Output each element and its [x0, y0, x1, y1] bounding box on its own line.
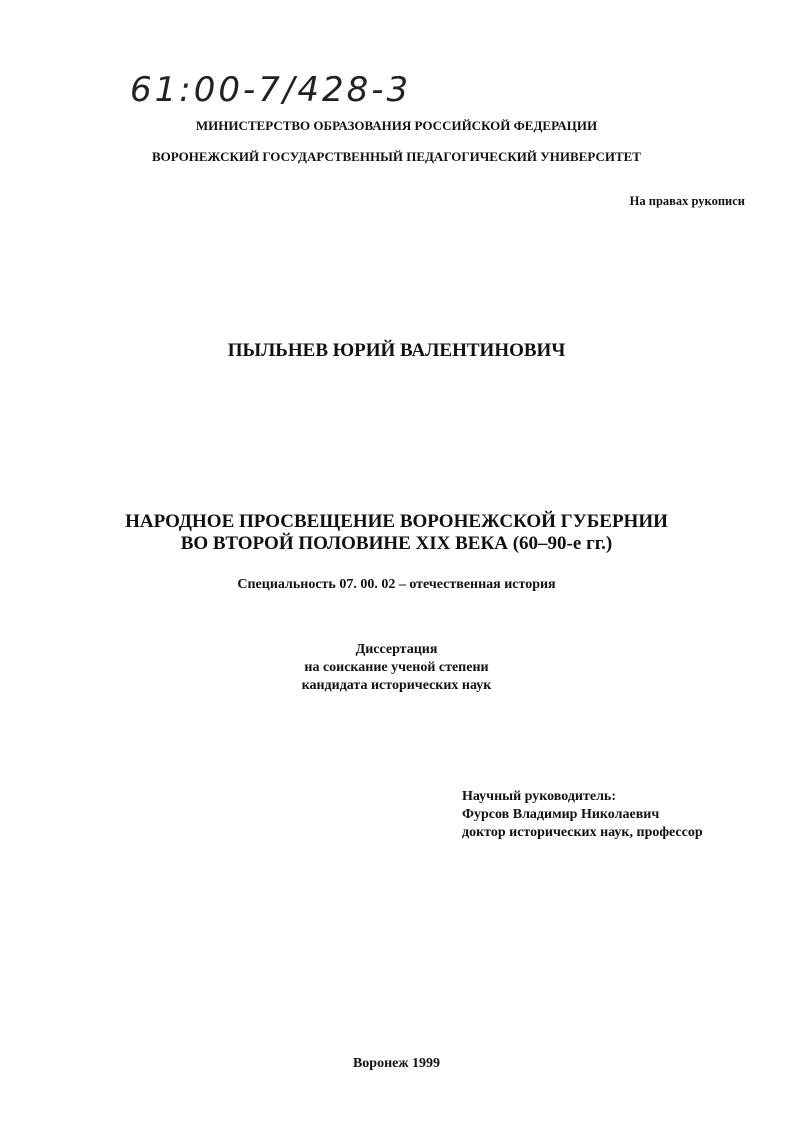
author-name: ПЫЛЬНЕВ ЮРИЙ ВАЛЕНТИНОВИЧ	[227, 340, 566, 361]
title-line: НАРОДНОЕ ПРОСВЕЩЕНИЕ ВОРОНЕЖСКОЙ ГУБЕРНИИ	[125, 511, 668, 532]
advisor-block	[462, 788, 703, 842]
advisor-line: Научный руководитель:	[462, 789, 616, 804]
degree-block	[0, 641, 793, 695]
handwritten-archive-code: 61:00-7/428-3	[130, 70, 412, 110]
university-heading: ВОРОНЕЖСКИЙ ГОСУДАРСТВЕННЫЙ ПЕДАГОГИЧЕСКИЙ УНИВЕРСИТЕТ	[152, 149, 641, 164]
degree-line: на соискание ученой степени	[304, 660, 489, 675]
place-year: Воронеж 1999	[352, 1056, 441, 1071]
advisor-line: доктор исторических наук, профессор	[462, 825, 703, 840]
advisor-line: Фурсов Владимир Николаевич	[462, 807, 660, 822]
manuscript-note: На правах рукописи	[629, 194, 745, 208]
dissertation-title	[0, 511, 793, 555]
specialty: Специальность 07. 00. 02 – отечественная история	[237, 577, 556, 592]
ministry-heading: МИНИСТЕРСТВО ОБРАЗОВАНИЯ РОССИЙСКОЙ ФЕДЕРАЦИИ	[195, 118, 598, 133]
degree-line: Диссертация	[355, 642, 438, 657]
title-line: ВО ВТОРОЙ ПОЛОВИНЕ XIX ВЕКА (60–90-е гг.)	[180, 533, 613, 554]
degree-line: кандидата исторических наук	[301, 678, 492, 693]
